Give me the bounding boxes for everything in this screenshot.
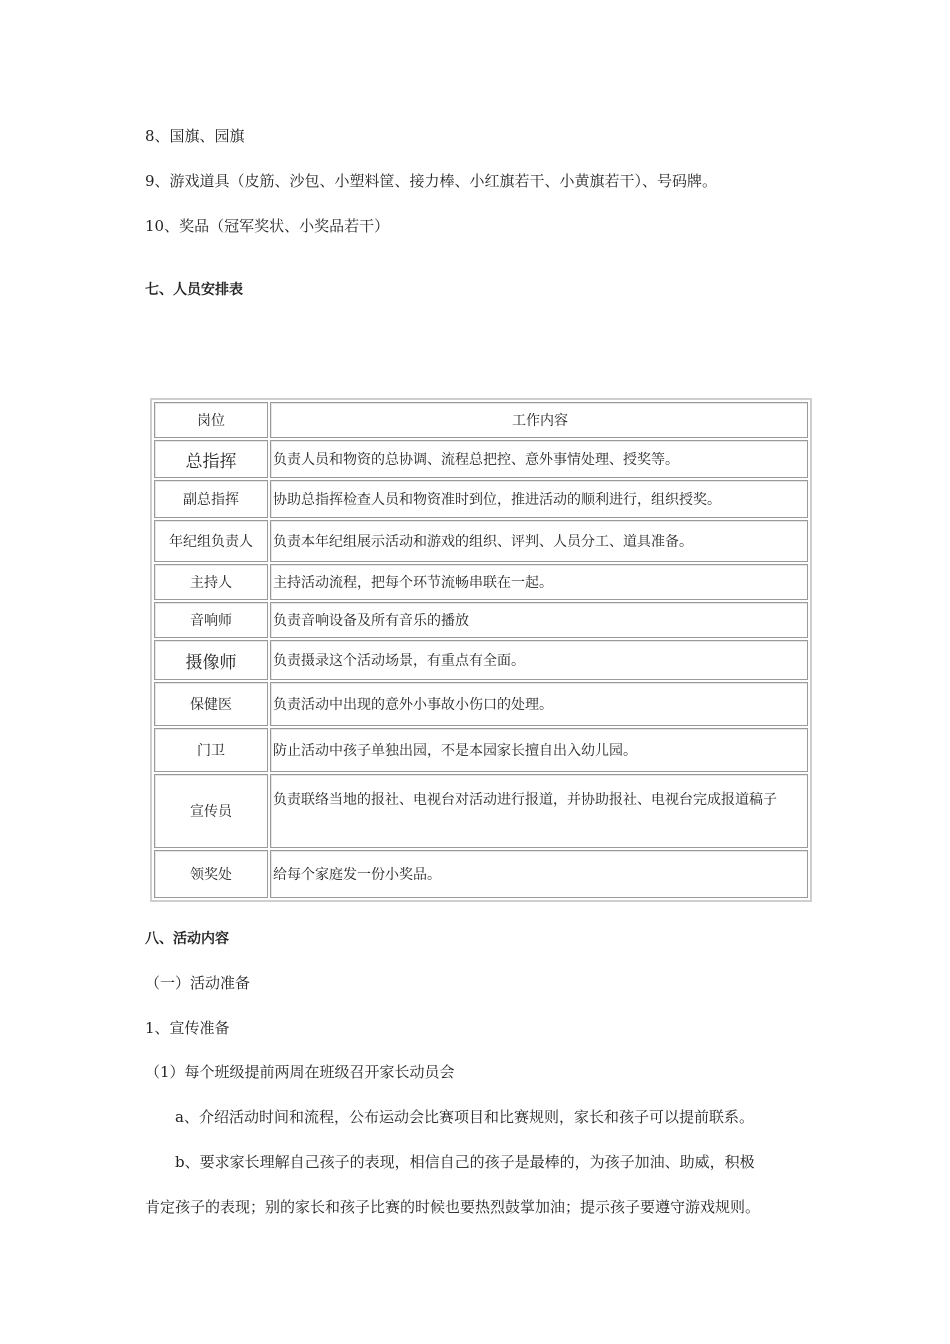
row-task: 负责音响设备及所有音乐的播放 xyxy=(270,602,808,638)
material-item-9: 9、游戏道具（皮筋、沙包、小塑料筐、接力棒、小红旗若干、小黄旗若干）、号码牌。 xyxy=(145,172,718,190)
table-row xyxy=(154,440,808,478)
row-role: 总指挥 xyxy=(154,440,268,478)
row-role: 摄像师 xyxy=(154,640,268,680)
material-item-10: 10、奖品（冠军奖状、小奖品若干） xyxy=(145,217,390,235)
row-task: 防止活动中孩子单独出园，不是本园家长擅自出入幼儿园。 xyxy=(270,728,808,772)
row-task: 负责人员和物资的总协调、流程总把控、意外事情处理、授奖等。 xyxy=(270,440,808,478)
section-7-title: 七、人员安排表 xyxy=(145,282,243,298)
table-row xyxy=(154,682,808,726)
staff-arrangement-table xyxy=(150,398,812,902)
row-role: 保健医 xyxy=(154,682,268,726)
table-row xyxy=(154,640,808,680)
table-row xyxy=(154,774,808,848)
table-row xyxy=(154,564,808,600)
section-8-title: 八、活动内容 xyxy=(145,931,229,947)
material-item-8: 8、国旗、园旗 xyxy=(145,127,245,145)
item-1-1: （1）每个班级提前两周在班级召开家长动员会 xyxy=(145,1063,455,1081)
row-role: 年纪组负责人 xyxy=(154,520,268,562)
table-row xyxy=(154,602,808,638)
paragraph-a: a、介绍活动时间和流程，公布运动会比赛项目和比赛规则，家长和孩子可以提前联系。 xyxy=(175,1108,754,1126)
row-role: 主持人 xyxy=(154,564,268,600)
row-task: 协助总指挥检查人员和物资准时到位，推进活动的顺利进行，组织授奖。 xyxy=(270,480,808,518)
table-row xyxy=(154,850,808,898)
table-row xyxy=(154,480,808,518)
row-task: 负责活动中出现的意外小事故小伤口的处理。 xyxy=(270,682,808,726)
row-task: 负责本年纪组展示活动和游戏的组织、评判、人员分工、道具准备。 xyxy=(270,520,808,562)
subsection-1-title: （一）活动准备 xyxy=(145,974,251,992)
row-task: 负责联络当地的报社、电视台对活动进行报道，并协助报社、电视台完成报道稿子 xyxy=(270,774,808,848)
row-role: 宣传员 xyxy=(154,774,268,848)
paragraph-b-line-2: 肯定孩子的表现；别的家长和孩子比赛的时候也要热烈鼓掌加油；提示孩子要遵守游戏规则。 xyxy=(145,1198,761,1216)
item-1-title: 1、宣传准备 xyxy=(145,1019,230,1037)
row-role: 门卫 xyxy=(154,728,268,772)
table-row xyxy=(154,520,808,562)
row-task: 给每个家庭发一份小奖品。 xyxy=(270,850,808,898)
header-task: 工作内容 xyxy=(270,402,808,438)
row-task: 主持活动流程，把每个环节流畅串联在一起。 xyxy=(270,564,808,600)
paragraph-b-line-1: b、要求家长理解自己孩子的表现，相信自己的孩子是最棒的，为孩子加油、助威，积极 xyxy=(175,1153,755,1171)
header-role: 岗位 xyxy=(154,402,268,438)
row-role: 音响师 xyxy=(154,602,268,638)
row-role: 领奖处 xyxy=(154,850,268,898)
table-header-row xyxy=(154,402,808,438)
row-role: 副总指挥 xyxy=(154,480,268,518)
table-row xyxy=(154,728,808,772)
row-task: 负责摄录这个活动场景，有重点有全面。 xyxy=(270,640,808,680)
